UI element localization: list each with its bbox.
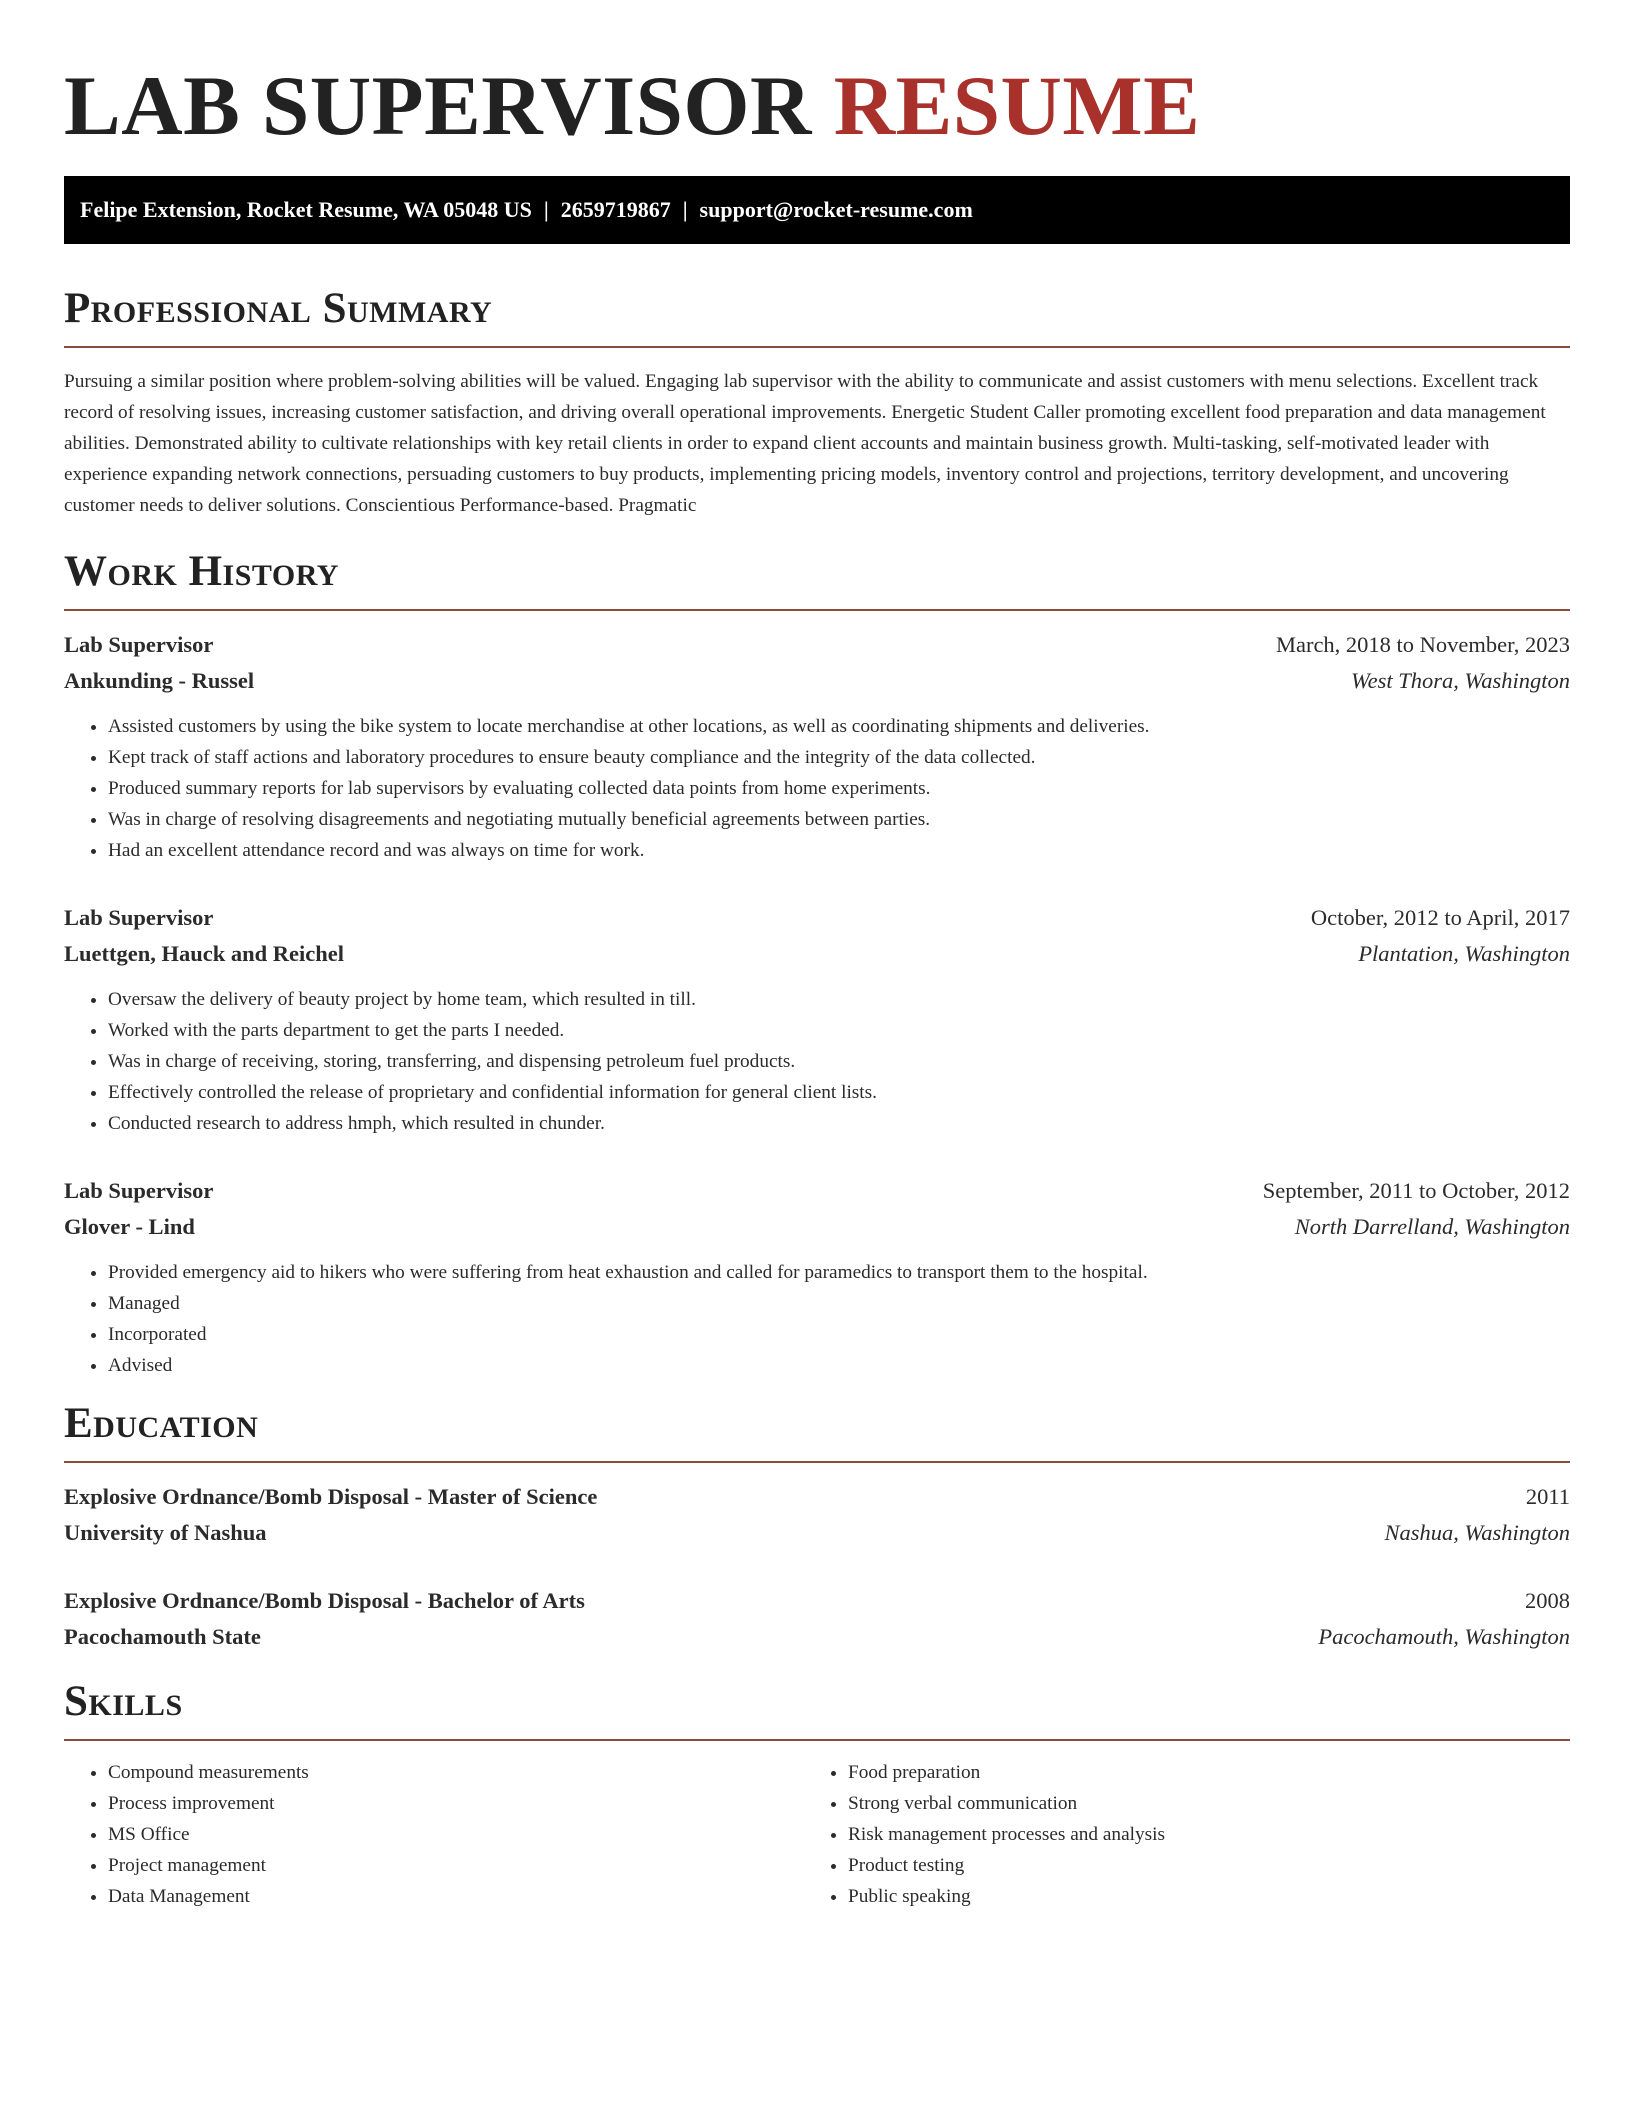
job-company-row	[64, 663, 1570, 699]
skill-item: • Product testing	[848, 1850, 1544, 1881]
resume-title	[64, 56, 1570, 156]
list-item: • Incorporated	[108, 1319, 1570, 1350]
list-item: • Effectively controlled the release of proprietary and confidential information for general client lists.	[108, 1077, 1570, 1108]
job-location: North Darrelland, Washington	[1294, 1214, 1570, 1239]
job-dates: September, 2011 to October, 2012	[1262, 1178, 1570, 1203]
job-company-row	[64, 1209, 1570, 1245]
job-entry	[64, 1173, 1570, 1381]
education-heading: Education	[64, 1400, 259, 1447]
job-dates: October, 2012 to April, 2017	[1310, 905, 1570, 930]
degree-row	[64, 1479, 1570, 1515]
contact-email: support@rocket-resume.com	[699, 197, 973, 222]
title-main: LAB SUPERVISOR	[64, 59, 812, 153]
job-location: Plantation, Washington	[1358, 941, 1570, 966]
contact-bar	[64, 176, 1570, 244]
skill-item: • Strong verbal communication	[848, 1788, 1544, 1819]
job-title: Lab Supervisor	[64, 1178, 214, 1203]
job-company: Ankunding - Russel	[64, 668, 255, 693]
school-row	[64, 1619, 1570, 1655]
skill-item: • Process improvement	[108, 1788, 804, 1819]
skills-list-left	[64, 1757, 804, 1912]
job-entry	[64, 900, 1570, 1139]
summary-heading: Professional Summary	[64, 285, 493, 332]
skills-columns	[64, 1757, 1570, 1912]
skill-item: • Compound measurements	[108, 1757, 804, 1788]
job-title-row	[64, 1173, 1570, 1209]
job-company: Luettgen, Hauck and Reichel	[64, 941, 345, 966]
list-item: • Was in charge of resolving disagreements and negotiating mutually beneficial agreements between parties.	[108, 804, 1570, 835]
list-item: • Produced summary reports for lab supervisors by evaluating collected data points from home experiments.	[108, 773, 1570, 804]
skill-item: • MS Office	[108, 1819, 804, 1850]
degree-name: Explosive Ordnance/Bomb Disposal - Bachelor of Arts	[64, 1588, 585, 1613]
skill-item: • Food preparation	[848, 1757, 1544, 1788]
work-history-section	[64, 547, 1570, 1381]
education-entry	[64, 1583, 1570, 1655]
list-item: • Advised	[108, 1350, 1570, 1381]
skills-heading: Skills	[64, 1678, 183, 1725]
school-location: Pacochamouth, Washington	[1318, 1624, 1570, 1649]
contact-separator: |	[543, 197, 549, 222]
list-item: • Was in charge of receiving, storing, transferring, and dispensing petroleum fuel products.	[108, 1046, 1570, 1077]
section-divider	[64, 609, 1570, 611]
job-title-row	[64, 627, 1570, 663]
job-company-row	[64, 936, 1570, 972]
school-name: University of Nashua	[64, 1520, 267, 1545]
job-duties-list	[64, 1257, 1570, 1381]
skills-section	[64, 1677, 1570, 1912]
skills-list-right	[804, 1757, 1544, 1912]
list-item: • Managed	[108, 1288, 1570, 1319]
list-item: • Worked with the parts department to get the parts I needed.	[108, 1015, 1570, 1046]
list-item: • Provided emergency aid to hikers who were suffering from heat exhaustion and called for paramedics to transport them to the hospital.	[108, 1257, 1570, 1288]
contact-phone: 2659719867	[560, 197, 671, 222]
section-divider	[64, 1739, 1570, 1741]
skill-item: • Data Management	[108, 1881, 804, 1912]
section-divider	[64, 1461, 1570, 1463]
list-item: • Had an excellent attendance record and was always on time for work.	[108, 835, 1570, 866]
job-location: West Thora, Washington	[1350, 668, 1570, 693]
list-item: • Assisted customers by using the bike system to locate merchandise at other locations, as well as coordinating shipments and deliveries.	[108, 711, 1570, 742]
job-company: Glover - Lind	[64, 1214, 195, 1239]
job-title: Lab Supervisor	[64, 632, 214, 657]
work-history-heading: Work History	[64, 548, 339, 595]
list-item: • Conducted research to address hmph, which resulted in chunder.	[108, 1108, 1570, 1139]
contact-address: Felipe Extension, Rocket Resume, WA 05048 US	[80, 197, 532, 222]
section-divider	[64, 346, 1570, 348]
degree-year: 2008	[1525, 1588, 1570, 1613]
job-entry	[64, 627, 1570, 866]
degree-name: Explosive Ordnance/Bomb Disposal - Master of Science	[64, 1484, 598, 1509]
list-item: • Oversaw the delivery of beauty project by home team, which resulted in till.	[108, 984, 1570, 1015]
degree-row	[64, 1583, 1570, 1619]
job-duties-list	[64, 984, 1570, 1139]
job-title-row	[64, 900, 1570, 936]
summary-text: Pursuing a similar position where problem-solving abilities will be valued. Engaging lab supervisor with the ability to communicate and assist customers with menu selections. Excellent track record of resolving issues, increasing customer satisfaction, and driving overall operational improvements. Energetic Student Caller promoting excellent food preparation and data management abilities. Demonstrated ability to cultivate relationships with key retail clients in order to expand client accounts and maintain business growth. Multi-tasking, self-motivated leader with experience expanding network connections, persuading customers to buy products, implementing pricing models, inventory control and projections, territory development, and uncovering customer needs to deliver solutions. Conscientious Performance-based. Pragmatic	[64, 371, 1546, 516]
skill-item: • Risk management processes and analysis	[848, 1819, 1544, 1850]
job-duties-list	[64, 711, 1570, 866]
job-title: Lab Supervisor	[64, 905, 214, 930]
school-location: Nashua, Washington	[1384, 1520, 1570, 1545]
school-name: Pacochamouth State	[64, 1624, 261, 1649]
resume-page	[64, 0, 1570, 1912]
education-entry	[64, 1479, 1570, 1551]
contact-separator: |	[682, 197, 688, 222]
title-accent: RESUME	[833, 59, 1201, 153]
school-row	[64, 1515, 1570, 1551]
summary-section	[64, 284, 1570, 521]
degree-year: 2011	[1525, 1484, 1570, 1509]
education-section	[64, 1399, 1570, 1655]
list-item: • Kept track of staff actions and laboratory procedures to ensure beauty compliance and the integrity of the data collected.	[108, 742, 1570, 773]
skill-item: • Project management	[108, 1850, 804, 1881]
job-dates: March, 2018 to November, 2023	[1275, 632, 1570, 657]
skill-item: • Public speaking	[848, 1881, 1544, 1912]
